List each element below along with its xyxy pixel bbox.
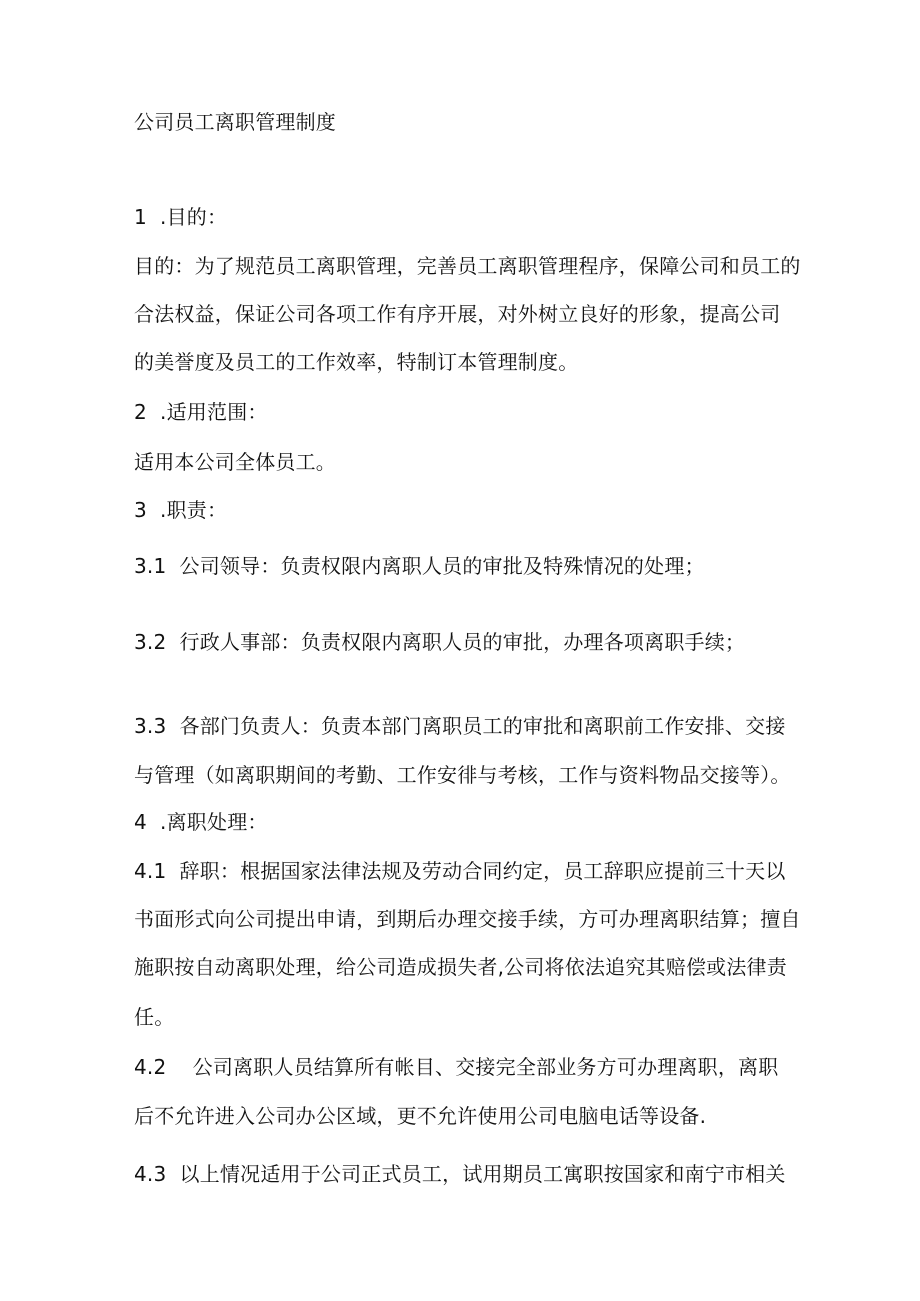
section-heading-1: 1 .目的： xyxy=(134,205,228,229)
paragraph-line: 施职按自动离职处理，给公司造成损失者,公司将依法追究其赔偿或法律责 xyxy=(134,955,787,979)
paragraph-line: 后不允许进入公司办公区域，更不允许使用公司电脑电话等设备. xyxy=(134,1104,707,1128)
paragraph-line: 合法权益，保证公司各项工作有序开展，对外树立良好的形象，提高公司 xyxy=(134,302,781,326)
section-heading-2: 2 .适用范围： xyxy=(134,400,268,424)
paragraph-line: 4.3 以上情况适用于公司正式员工，试用期员工寓职按国家和南宁市相关 xyxy=(134,1162,786,1186)
section-heading-3: 3 .职责： xyxy=(134,498,228,522)
paragraph-line: 4.1 辞职：根据国家法律法规及劳动合同约定，员工辞职应提前三十天以 xyxy=(134,859,786,883)
paragraph-line: 3.1 公司领导：负责权限内离职人员的审批及特殊情况的处理； xyxy=(134,554,705,578)
section-heading-4: 4 .离职处理： xyxy=(134,810,268,834)
paragraph-line: 3.3 各部门负责人：负责本部门离职员工的审批和离职前工作安排、交接 xyxy=(134,714,786,738)
paragraph-line: 任。 xyxy=(134,1005,175,1029)
paragraph-line: 4.2 公司离职人员结算所有帐目、交接完全部业务方可办理离职，离职 xyxy=(134,1055,779,1079)
paragraph-line: 适用本公司全体员工。 xyxy=(134,450,336,474)
paragraph-line: 书面形式向公司提出申请，到期后办理交接手续，方可办理离职结算；擅自 xyxy=(134,907,801,931)
paragraph-line: 3.2 行政人事部：负责权限内离职人员的审批，办理各项离职手续； xyxy=(134,630,746,654)
document-title: 公司员工离职管理制度 xyxy=(134,110,336,134)
paragraph-line: 目的：为了规范员工离职管理，完善员工离职管理程序，保障公司和员工的 xyxy=(134,254,801,278)
paragraph-line: 的美誉度及员工的工作效率，特制订本管理制度。 xyxy=(134,350,579,374)
paragraph-line: 与管理（如离职期间的考勤、工作安徘与考核，工作与资料物品交接等）。 xyxy=(134,763,791,787)
